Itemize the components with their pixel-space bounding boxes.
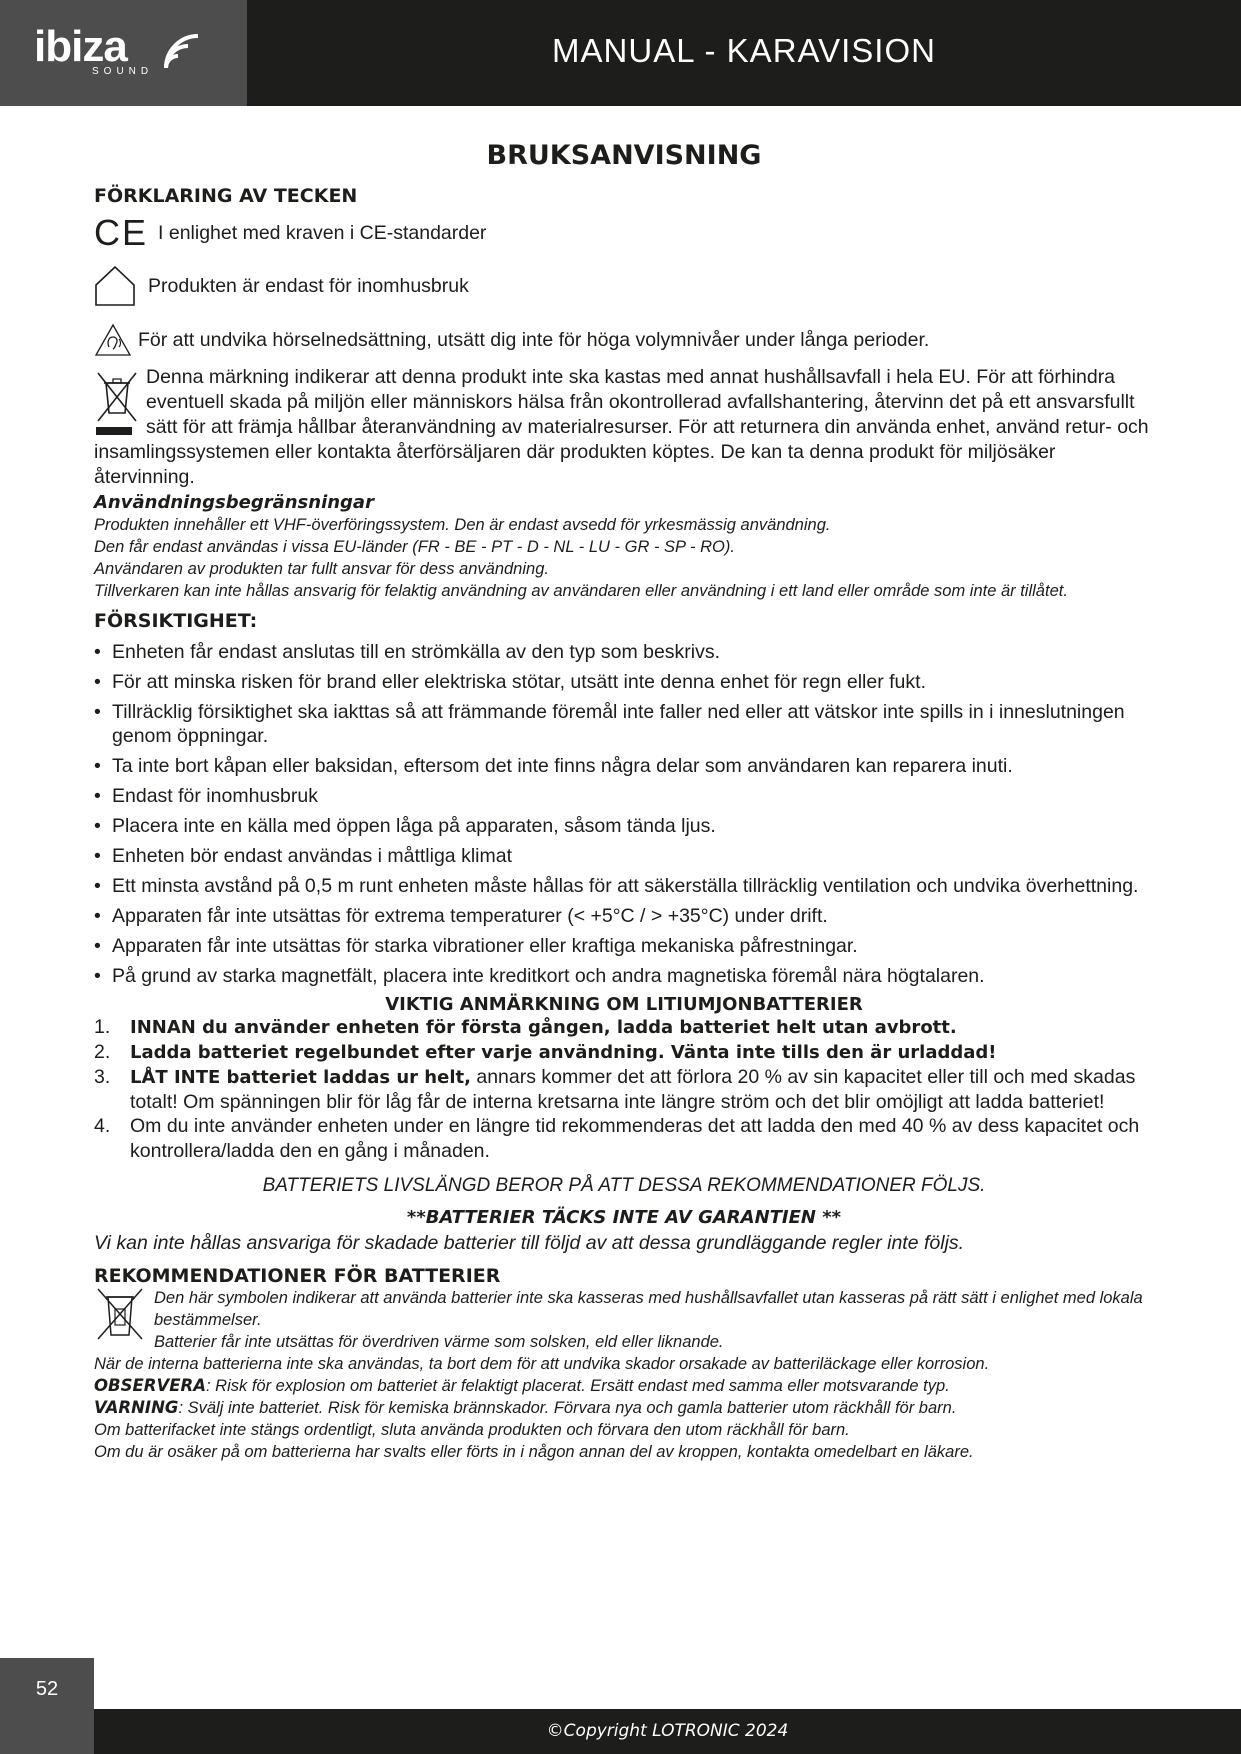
list-item: • För att minska risken för brand eller elektriska stötar, utsätt inte denna enhet för regn eller fukt. — [94, 670, 1154, 694]
observe-line: OBSERVERA: Risk för explosion om batteriet är felaktigt placerat. Ersätt endast med samma eller motsvarande typ. — [94, 1376, 950, 1395]
house-icon — [94, 265, 136, 307]
logo-subtitle: SOUND — [92, 66, 154, 77]
crossed-bin-icon — [94, 369, 140, 439]
sound-waves-icon — [160, 28, 212, 76]
caution-heading: FÖRSIKTIGHET: — [94, 610, 258, 632]
weee-text: Denna märkning indikerar att denna produkt inte ska kastas med annat hushållsavfall i hela EU. För att förhindra eventuell skada på miljön eller människors hälsa från okontrollerad avfallshantering, återvinn det på ett ansvarsfullt sätt för att främja hållbar återanvändning av materialresurser. För att returnera din använda enhet, använd retur- och insamlingssystemen eller kontakta återförsäljaren där produkten köptes. De kan ta denna produkt för miljösäker återvinning. — [94, 366, 1149, 488]
restriction-line: Den får endast användas i vissa EU-länder (FR - BE - PT - D - NL - LU - GR - SP - RO). — [94, 538, 735, 556]
logo-wordmark: ibiza — [34, 22, 127, 71]
list-item: • Apparaten får inte utsättas för extrema temperaturer (< +5°C / > +35°C) under drift. — [94, 904, 1154, 928]
list-item: 4. Om du inte använder enheten under en längre tid rekommenderas det att ladda den med 40 % av dess kapacitet och kontrollera/ladda den en gång i månaden. — [94, 1115, 1140, 1162]
copyright-text: ©Copyright LOTRONIC 2024 — [546, 1721, 789, 1741]
list-item: • Enheten bör endast användas i måttliga klimat — [94, 844, 1154, 868]
indoor-text: Produkten är endast för inomhusbruk — [148, 274, 469, 297]
list-item: • Enheten får endast anslutas till en strömkälla av den typ som beskrivs. — [94, 640, 1154, 664]
battery-list — [94, 1015, 1154, 1163]
hearing-text: För att undvika hörselnedsättning, utsätt dig inte för höga volymnivåer under långa perioder. — [138, 328, 930, 351]
battery-lifespan-note: BATTERIETS LIVSLÄNGD BEROR PÅ ATT DESSA REKOMMENDATIONER FÖLJS. — [262, 1175, 986, 1196]
ce-row — [94, 212, 1154, 253]
restrictions-heading: Användningsbegränsningar — [94, 492, 374, 513]
list-item: • Endast för inomhusbruk — [94, 784, 1154, 808]
compartment-text: Om batterifacket inte stängs ordentligt, sluta använda produkten och förvara den utom räckhåll för barn. — [94, 1421, 850, 1439]
list-item: • Ett minsta avstånd på 0,5 m runt enheten måste hållas för att säkerställa tillräcklig ventilation och undvika överhettning. — [94, 874, 1154, 898]
list-item: • Placera inte en källa med öppen låga på apparaten, såsom tända ljus. — [94, 814, 1154, 838]
restriction-line: Produkten innehåller ett VHF-överföringssystem. Den är endast avsedd för yrkesmässig användning. — [94, 516, 831, 534]
warning-line: VARNING: Svälj inte batteriet. Risk för kemiska brännskador. Förvara nya och gamla batterier utom räckhåll för barn. — [94, 1398, 957, 1417]
page-footer — [94, 1709, 1241, 1754]
list-item: • Ta inte bort kåpan eller baksidan, eftersom det inte finns några delar som användaren kan reparera inuti. — [94, 754, 1154, 778]
list-item: • På grund av starka magnetfält, placera inte kreditkort och andra magnetiska föremål nära högtalaren. — [94, 964, 1154, 988]
liability-note: Vi kan inte hållas ansvariga för skadade batterier till följd av att dessa grundläggande regler inte följs. — [94, 1232, 965, 1254]
page-title: BRUKSANVISNING — [486, 140, 762, 171]
list-item: • Apparaten får inte utsättas för starka vibrationer eller kraftiga mekaniska påfrestningar. — [94, 934, 1154, 958]
ce-mark-icon: CE — [94, 212, 149, 253]
warranty-note: **BATTERIER TÄCKS INTE AV GARANTIEN ** — [406, 1207, 842, 1228]
manual-title: MANUAL - KARAVISION — [552, 32, 936, 69]
recommendations-heading: REKOMMENDATIONER FÖR BATTERIER — [94, 1265, 501, 1287]
crossed-battery-bin-icon — [94, 1287, 146, 1343]
list-item: 1. INNAN du använder enheten för första gången, ladda batteriet helt utan avbrott. — [94, 1016, 957, 1038]
brand-logo — [0, 0, 247, 106]
list-item: 3. LÅT INTE batteriet laddas ur helt, annars kommer det att förlora 20 % av sin kapacitet eller till och med skadas totalt! Om spänningen blir för låg får de interna kretsarna inte längre ström och det blir omöjligt att ladda batteriet! — [94, 1066, 1136, 1113]
swallow-text: Om du är osäker på om batterierna har svalts eller förts in i någon annan del av kroppen, kontakta omedelbart en läkare. — [94, 1443, 974, 1461]
manual-body — [94, 140, 1154, 1463]
list-item: 2. Ladda batteriet regelbundet efter varje användning. Vänta inte tills den är urladdad! — [94, 1041, 997, 1063]
hearing-row — [94, 323, 1154, 357]
remove-text: När de interna batterierna inte ska användas, ta bort dem för att undvika skador orsakade av batteriläckage eller korrosion. — [94, 1355, 990, 1373]
battery-heading: VIKTIG ANMÄRKNING OM LITIUMJONBATTERIER — [385, 994, 863, 1015]
indoor-row — [94, 265, 1154, 307]
battery-symbol-notice — [94, 1287, 1154, 1353]
heat-text: Batterier får inte utsättas för överdriven värme som solsken, eld eller liknande. — [154, 1333, 724, 1351]
page-number-box — [0, 1658, 94, 1754]
symbols-heading: FÖRKLARING AV TECKEN — [94, 185, 358, 207]
hearing-warning-icon — [94, 323, 132, 357]
restriction-line: Användaren av produkten tar fullt ansvar för dess användning. — [94, 560, 549, 578]
list-item: • Tillräcklig försiktighet ska iakttas så att främmande föremål inte faller ned eller att vätskor inte spills in i inneslutningen genom öppningar. — [94, 700, 1154, 748]
weee-notice — [94, 365, 1154, 490]
page-number: 52 — [35, 1678, 59, 1700]
caution-list — [94, 640, 1154, 988]
page-header — [0, 0, 1241, 106]
symbol-text: Den här symbolen indikerar att använda batterier inte ska kasseras med hushållsavfallet utan kasseras på rätt sätt i enlighet med lokala bestämmelser. — [154, 1289, 1143, 1329]
restriction-line: Tillverkaren kan inte hållas ansvarig för felaktig användning av användaren eller användning i ett land eller område som inte är tillåtet. — [94, 582, 1068, 600]
ce-text: I enlighet med kraven i CE-standarder — [158, 221, 487, 244]
